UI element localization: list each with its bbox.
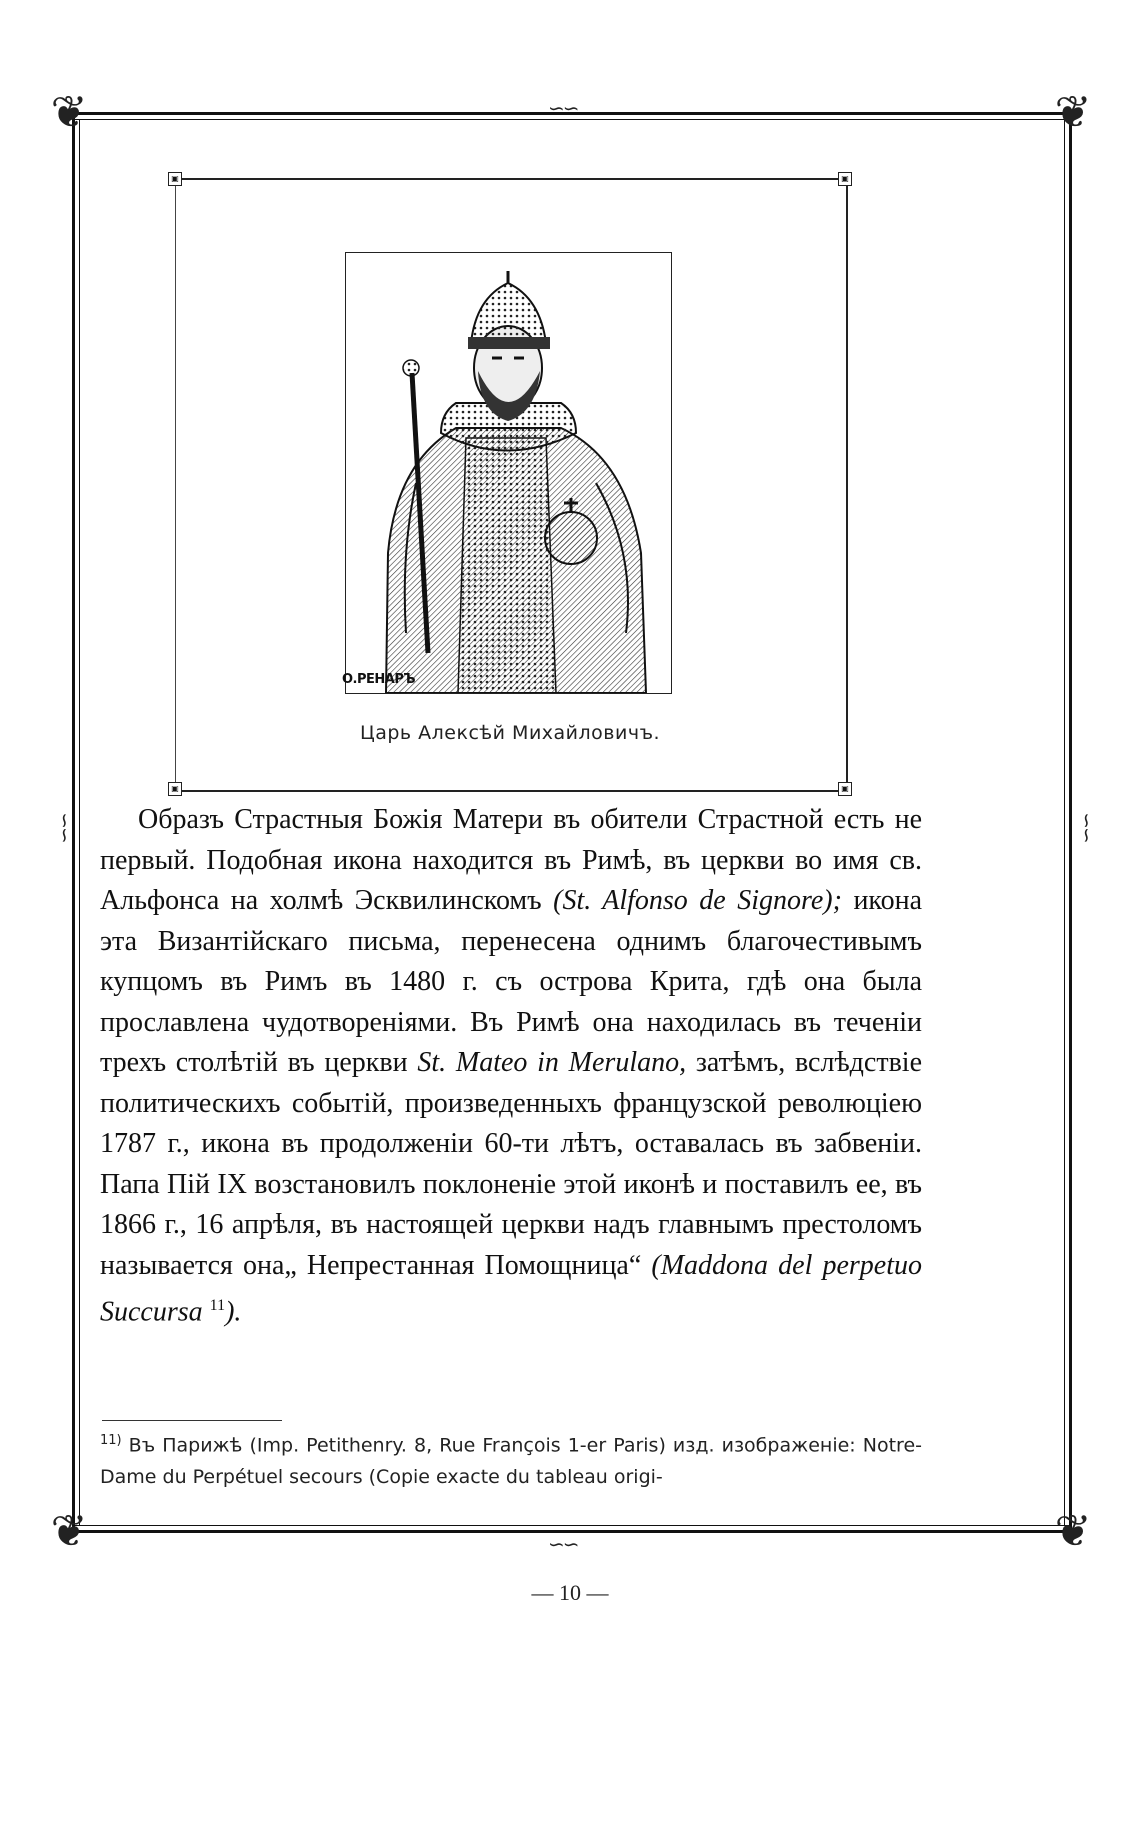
italic-segment: (Maddona del perpetuo Succursa (100, 1249, 922, 1328)
italic-segment: (St. Alfonso de Signore); (553, 885, 842, 916)
footnote-text: Въ Парижѣ (Imp. Petithenry. 8, Rue François 1-er Paris) изд. изображеніе: Notre-Dame du Perpétuel secours (Copie exacte du tableau origi- (100, 1434, 922, 1489)
plate-corner-icon: ▣ (168, 782, 182, 796)
frame-right-line-inner (1064, 119, 1065, 1526)
portrait-drawing (346, 253, 671, 693)
frame-left-line-inner (79, 119, 80, 1526)
footnote-rule (102, 1420, 282, 1421)
flourish-top-center-icon: ∽∽ (548, 96, 578, 120)
flourish-right-center-icon: ∽∽ (1074, 812, 1099, 842)
flourish-corner-icon: ❦ (1054, 1506, 1092, 1557)
flourish-corner-icon: ❦ (1054, 87, 1092, 138)
plate-corner-icon: ▣ (838, 782, 852, 796)
text-segment: Образъ Страстныя Божія Матери въ обители Страстной есть не первый. Подобная икона находится въ Римѣ, въ церкви во имя св. Альфонса на холмѣ Эсквилинскомъ (100, 804, 922, 916)
italic-segment: ). (225, 1296, 242, 1328)
flourish-corner-icon: ❦ (50, 87, 88, 138)
engraver-signature: О.РЕНАРЪ (342, 672, 416, 687)
footnote-marker: 11) (100, 1433, 122, 1448)
frame-bottom-line-inner (72, 1525, 1072, 1526)
plate-corner-icon: ▣ (838, 172, 852, 186)
frame-right-line (1069, 112, 1072, 1533)
plate-corner-icon: ▣ (168, 172, 182, 186)
page-number: — 10 — (531, 1580, 609, 1605)
body-text (100, 800, 922, 1333)
text-segment: затѣмъ, вслѣдствіе политическихъ событій, произведенныхъ французской революціею 1787 г., икона въ продолженіи 60-ти лѣтъ, оставалась въ забвеніи. Папа Пій IX возстановилъ поклоненіе этой иконѣ и поставилъ ее, въ 1866 г., 16 апрѣля, въ настоящей церкви надъ главнымъ престоломъ называется она„ Непрестанная Помощница“ (100, 1047, 922, 1281)
flourish-left-center-icon: ∽∽ (52, 812, 77, 842)
flourish-bottom-center-icon: ∽∽ (548, 1532, 578, 1556)
footnote (100, 1425, 922, 1493)
text-segment: икона эта Византійскаго письма, перенесена однимъ благочестивымъ купцомъ въ Римъ въ 1480 г. съ острова Крита, гдѣ она была прославлена чудотвореніями. Въ Римѣ она находилась въ теченіи трехъ столѣтій въ церкви (100, 885, 923, 1078)
italic-segment: St. Mateo in Merulano, (417, 1047, 687, 1078)
footnote-reference[interactable]: 11 (209, 1297, 226, 1314)
tsar-portrait-engraving (345, 252, 672, 694)
flourish-corner-icon: ❦ (50, 1506, 88, 1557)
portrait-caption: Царь Алексѣй Михайловичъ. (359, 722, 661, 744)
main-paragraph (100, 800, 922, 1333)
